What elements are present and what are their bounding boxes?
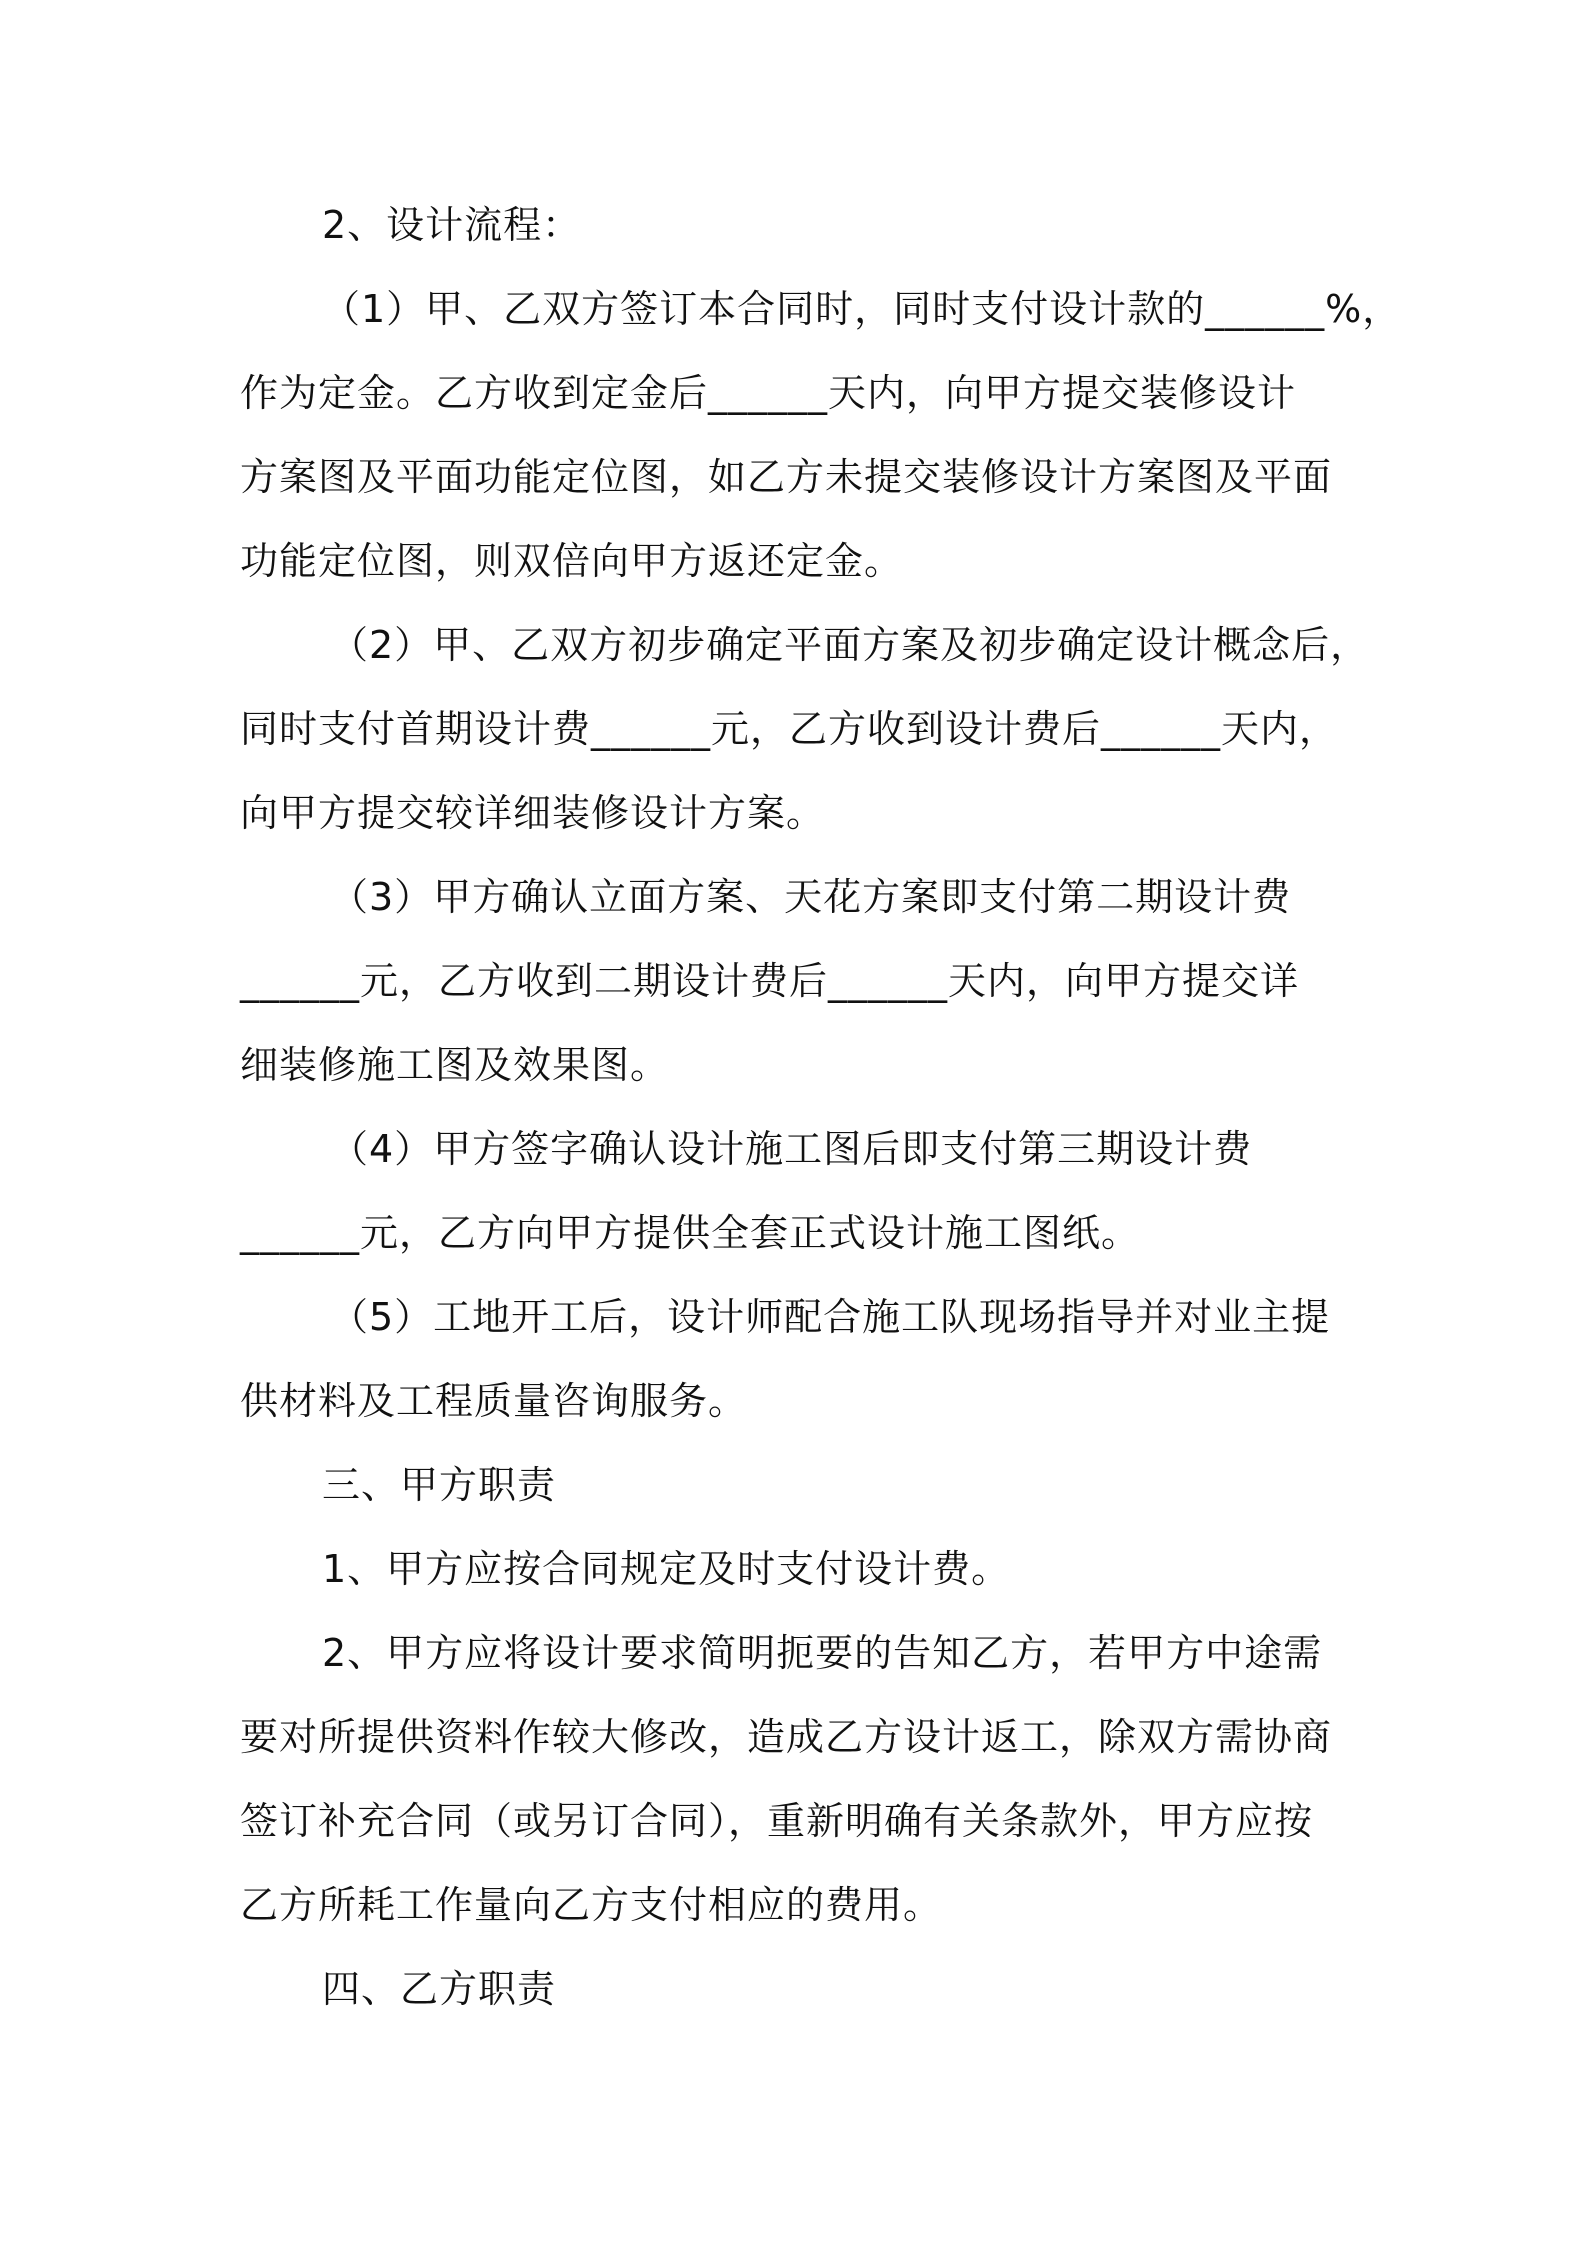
paragraph-line: 2、甲方应将设计要求简明扼要的告知乙方，若甲方中途需 bbox=[322, 1631, 1323, 1675]
paragraph-line: 1、甲方应按合同规定及时支付设计费。 bbox=[322, 1547, 1011, 1591]
paragraph-line: （5）工地开工后，设计师配合施工队现场指导并对业主提 bbox=[330, 1295, 1331, 1339]
paragraph-line: 乙方所耗工作量向乙方支付相应的费用。 bbox=[240, 1883, 943, 1927]
paragraph-line: （2）甲、乙双方初步确定平面方案及初步确定设计概念后， bbox=[330, 623, 1370, 667]
paragraph-line: （3）甲方确认立面方案、天花方案即支付第二期设计费 bbox=[330, 875, 1292, 919]
paragraph-line: 方案图及平面功能定位图，如乙方未提交装修设计方案图及平面 bbox=[240, 455, 1333, 499]
paragraph-line: （4）甲方签字确认设计施工图后即支付第三期设计费 bbox=[330, 1127, 1253, 1171]
paragraph-line: 要对所提供资料作较大修改，造成乙方设计返工，除双方需协商 bbox=[240, 1715, 1333, 1759]
section-heading-design-process: 2、设计流程： bbox=[322, 203, 582, 247]
paragraph-line: 同时支付首期设计费______元，乙方收到设计费后______天内， bbox=[240, 707, 1339, 751]
section-heading-party-a-duties: 三、甲方职责 bbox=[322, 1463, 557, 1507]
paragraph-line: （1）甲、乙双方签订本合同时，同时支付设计款的______%， bbox=[322, 287, 1402, 331]
paragraph-line: 签订补充合同（或另订合同），重新明确有关条款外，甲方应按 bbox=[240, 1799, 1314, 1843]
paragraph-line: 供材料及工程质量咨询服务。 bbox=[240, 1379, 748, 1423]
paragraph-line: 向甲方提交较详细装修设计方案。 bbox=[240, 791, 826, 835]
paragraph-line: 细装修施工图及效果图。 bbox=[240, 1043, 670, 1087]
paragraph-line: ______元，乙方收到二期设计费后______天内，向甲方提交详 bbox=[240, 959, 1300, 1003]
paragraph-line: 功能定位图，则双倍向甲方返还定金。 bbox=[240, 539, 904, 583]
paragraph-line: ______元，乙方向甲方提供全套正式设计施工图纸。 bbox=[240, 1211, 1141, 1255]
paragraph-line: 作为定金。乙方收到定金后______天内，向甲方提交装修设计 bbox=[240, 371, 1297, 415]
section-heading-party-b-duties: 四、乙方职责 bbox=[322, 1967, 557, 2011]
